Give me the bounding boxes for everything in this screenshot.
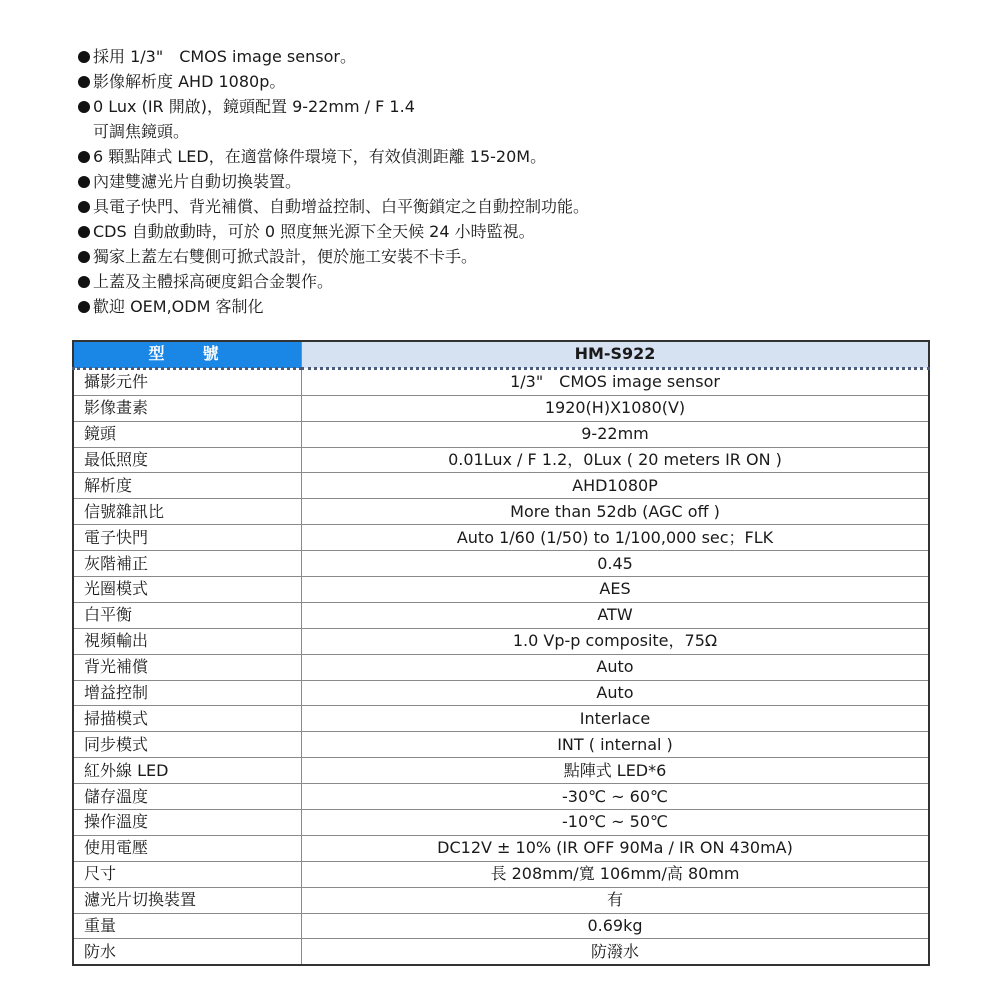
spec-value: More than 52db (AGC off ) (302, 499, 930, 525)
spec-label: 同步模式 (73, 732, 302, 758)
spec-value: 防潑水 (302, 939, 930, 965)
feature-item (78, 244, 958, 269)
table-row (73, 784, 929, 810)
feature-item (78, 94, 958, 144)
bullet-icon (78, 251, 90, 263)
table-row (73, 654, 929, 680)
spec-value: AES (302, 577, 930, 603)
spec-value: 有 (302, 887, 930, 913)
table-row (73, 732, 929, 758)
spec-label: 背光補償 (73, 654, 302, 680)
bullet-icon (78, 151, 90, 163)
spec-label: 解析度 (73, 473, 302, 499)
table-row (73, 939, 929, 965)
spec-label: 使用電壓 (73, 835, 302, 861)
spec-label: 影像畫素 (73, 395, 302, 421)
model-label: 型號 (73, 341, 302, 368)
spec-label: 增益控制 (73, 680, 302, 706)
spec-label: 紅外線 LED (73, 758, 302, 784)
spec-value: AHD1080P (302, 473, 930, 499)
feature-item (78, 219, 958, 244)
bullet-icon (78, 101, 90, 113)
feature-item (78, 194, 958, 219)
table-row (73, 835, 929, 861)
table-row (73, 551, 929, 577)
feature-text: 內建雙濾光片自動切換裝置。 (93, 172, 302, 191)
feature-text: 採用 1/3" CMOS image sensor。 (93, 47, 356, 66)
spec-value: Auto (302, 654, 930, 680)
feature-text: 歡迎 OEM,ODM 客制化 (93, 297, 264, 316)
bullet-icon (78, 301, 90, 313)
spec-value: 1920(H)X1080(V) (302, 395, 930, 421)
spec-label: 視頻輸出 (73, 628, 302, 654)
spec-label: 最低照度 (73, 447, 302, 473)
spec-value: -30℃ ~ 60℃ (302, 784, 930, 810)
feature-text: 6 顆點陣式 LED，在適當條件環境下，有效偵測距離 15-20M。 (93, 147, 547, 166)
bullet-icon (78, 276, 90, 288)
feature-text: 上蓋及主體採高硬度鋁合金製作。 (93, 272, 334, 291)
spec-label: 電子快門 (73, 525, 302, 551)
feature-item (78, 294, 958, 319)
bullet-icon (78, 201, 90, 213)
feature-item (78, 44, 958, 69)
spec-value: INT ( internal ) (302, 732, 930, 758)
spec-label: 掃描模式 (73, 706, 302, 732)
feature-item (78, 144, 958, 169)
spec-value: Interlace (302, 706, 930, 732)
feature-text: 影像解析度 AHD 1080p。 (93, 72, 286, 91)
feature-list (78, 44, 958, 319)
spec-label: 鏡頭 (73, 421, 302, 447)
spec-label: 濾光片切換裝置 (73, 887, 302, 913)
spec-value: 0.45 (302, 551, 930, 577)
table-row (73, 447, 929, 473)
table-header-row (73, 341, 929, 368)
table-row (73, 368, 929, 395)
spec-value: 長 208mm/寬 106mm/高 80mm (302, 861, 930, 887)
table-row (73, 525, 929, 551)
spec-label: 重量 (73, 913, 302, 939)
spec-label: 操作溫度 (73, 810, 302, 836)
spec-label: 尺寸 (73, 861, 302, 887)
spec-label: 光圈模式 (73, 577, 302, 603)
feature-item (78, 69, 958, 94)
feature-item (78, 169, 958, 194)
model-value: HM-S922 (302, 341, 930, 368)
feature-text: 具電子快門、背光補償、自動增益控制、白平衡鎖定之自動控制功能。 (93, 197, 590, 216)
spec-label: 灰階補正 (73, 551, 302, 577)
spec-value: Auto 1/60 (1/50) to 1/100,000 sec；FLK (302, 525, 930, 551)
feature-text: CDS 自動啟動時，可於 0 照度無光源下全天候 24 小時監視。 (93, 222, 535, 241)
table-row (73, 758, 929, 784)
feature-text: 獨家上蓋左右雙側可掀式設計，便於施工安裝不卡手。 (93, 247, 478, 266)
table-row (73, 810, 929, 836)
table-row (73, 680, 929, 706)
table-row (73, 421, 929, 447)
bullet-icon (78, 226, 90, 238)
feature-text: 0 Lux (IR 開啟)，鏡頭配置 9-22mm / F 1.4 可調焦鏡頭。 (93, 97, 415, 141)
table-row (73, 861, 929, 887)
spec-value: 點陣式 LED*6 (302, 758, 930, 784)
table-row (73, 628, 929, 654)
table-row (73, 499, 929, 525)
spec-label: 儲存溫度 (73, 784, 302, 810)
spec-value: Auto (302, 680, 930, 706)
spec-value: 1.0 Vp-p composite，75Ω (302, 628, 930, 654)
spec-label: 防水 (73, 939, 302, 965)
bullet-icon (78, 176, 90, 188)
table-row (73, 577, 929, 603)
table-row (73, 887, 929, 913)
spec-label: 信號雜訊比 (73, 499, 302, 525)
spec-value: ATW (302, 602, 930, 628)
table-row (73, 706, 929, 732)
spec-value: 0.01Lux / F 1.2，0Lux ( 20 meters IR ON ) (302, 447, 930, 473)
table-row (73, 395, 929, 421)
spec-table (72, 340, 930, 966)
spec-label: 白平衡 (73, 602, 302, 628)
table-row (73, 602, 929, 628)
feature-item (78, 269, 958, 294)
spec-value: 1/3" CMOS image sensor (302, 368, 930, 395)
spec-value: -10℃ ~ 50℃ (302, 810, 930, 836)
table-row (73, 473, 929, 499)
spec-value: 0.69kg (302, 913, 930, 939)
bullet-icon (78, 51, 90, 63)
bullet-icon (78, 76, 90, 88)
spec-label: 攝影元件 (73, 368, 302, 395)
spec-value: DC12V ± 10% (IR OFF 90Ma / IR ON 430mA) (302, 835, 930, 861)
table-row (73, 913, 929, 939)
spec-value: 9-22mm (302, 421, 930, 447)
